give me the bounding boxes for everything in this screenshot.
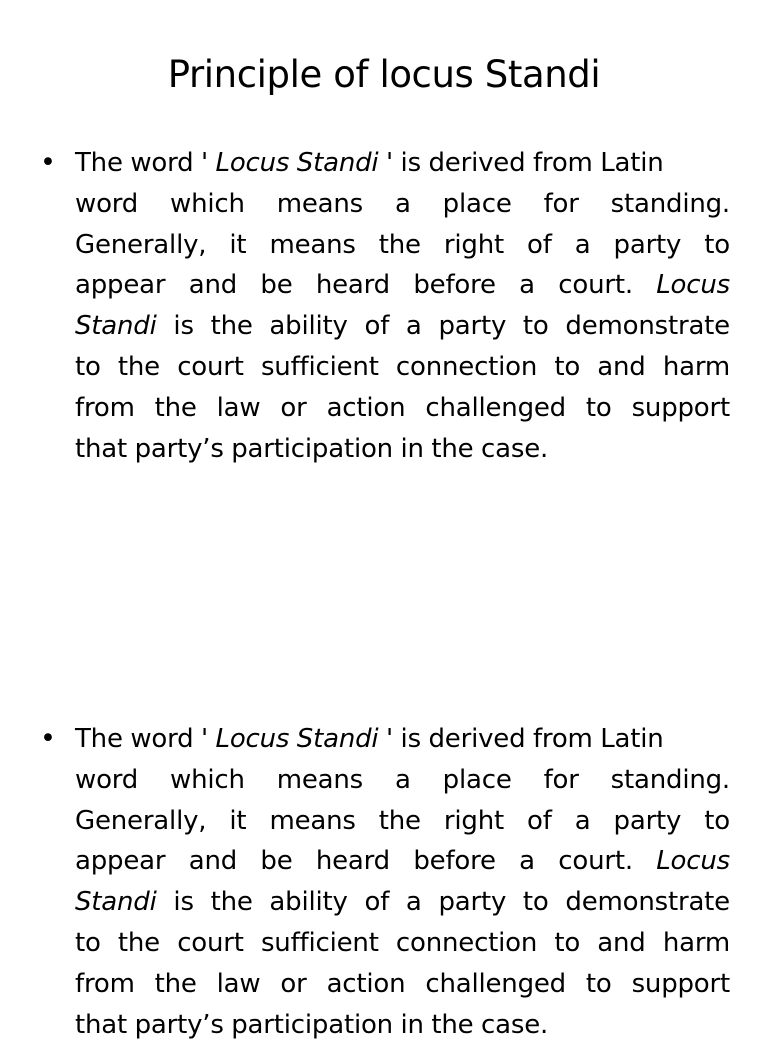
text-line: to the court sufficient connection to and harm	[75, 927, 730, 958]
text-line: Standi is the ability of a party to demonstrate	[75, 887, 730, 918]
paragraph-text	[75, 143, 730, 469]
text-line: that party’s participation in the case.	[75, 1009, 549, 1040]
bullet-paragraph	[40, 143, 730, 469]
italic-term: Locus	[656, 846, 730, 877]
text-line: word which means a place for standing.	[75, 188, 730, 219]
italic-term: Standi	[75, 887, 157, 918]
text-line: The word ' Locus Standi ' is derived from Latin	[75, 724, 664, 754]
italic-term: Standi	[75, 311, 157, 342]
italic-term: Locus Standi	[215, 148, 379, 178]
text-line: from the law or action challenged to support	[75, 968, 730, 999]
slide-title: Principle of locus Standi	[167, 53, 601, 96]
text-line: Generally, it means the right of a party to	[75, 805, 730, 836]
text-line: word which means a place for standing.	[75, 764, 730, 795]
bullet-icon: •	[40, 147, 56, 178]
text-line: that party’s participation in the case.	[75, 433, 549, 464]
bullet-icon: •	[40, 723, 56, 754]
text-line: from the law or action challenged to support	[75, 392, 730, 423]
text-line: appear and be heard before a court. Locus	[75, 270, 730, 301]
text-line: to the court sufficient connection to and harm	[75, 351, 730, 382]
text-line: Generally, it means the right of a party to	[75, 229, 730, 260]
text-line: appear and be heard before a court. Locus	[75, 846, 730, 877]
paragraph-text	[75, 719, 730, 1045]
italic-term: Locus	[656, 270, 730, 301]
text-line: Standi is the ability of a party to demonstrate	[75, 311, 730, 342]
text-line: The word ' Locus Standi ' is derived from Latin	[75, 148, 664, 178]
bullet-paragraph	[40, 719, 730, 1045]
italic-term: Locus Standi	[215, 724, 379, 754]
